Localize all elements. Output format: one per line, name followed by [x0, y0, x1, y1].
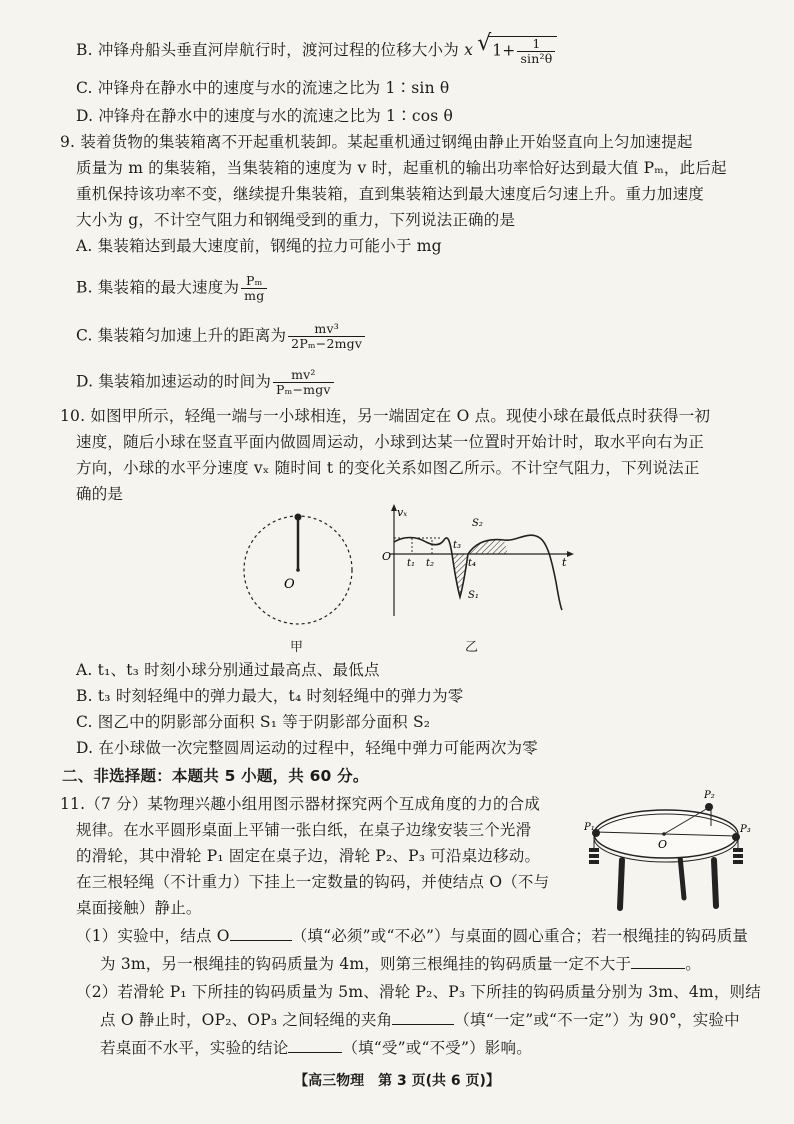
page-footer: 【高三物理 第 3 页(共 6 页)】 [294, 1073, 500, 1089]
q11-part2-text-b: 点 O 静止时，OP₂、OP₃ 之间轻绳的夹角 [100, 1011, 393, 1029]
q11-part1-line1 [76, 926, 748, 946]
q9-option-b-fraction [241, 274, 267, 303]
figure-jia-caption: 甲 [290, 640, 304, 655]
sqrt-expression [488, 36, 557, 66]
q11-part2-line3 [100, 1038, 532, 1058]
answer-blank-3[interactable] [392, 1024, 454, 1025]
fraction-denominator: 2Pₘ−2mgv [291, 336, 363, 351]
graph-label-t1: t₁ [407, 558, 416, 569]
table-leg-back [680, 856, 684, 898]
q10-option-c: C. 图乙中的阴影部分面积 S₁ 等于阴影部分面积 S₂ [76, 713, 431, 731]
weight-p1-icon [589, 854, 599, 858]
q9-option-c-fraction [288, 322, 365, 351]
q10-stem-line3: 方向，小球的水平分速度 vₓ 随时间 t 的变化关系如图乙所示。不计空气阻力，下列说法正 [76, 459, 700, 477]
graph-label-t2: t₂ [426, 558, 435, 569]
graph-label-vx: vₓ [397, 506, 408, 519]
q8-option-b [76, 36, 557, 66]
graph-label-t3: t₃ [453, 540, 462, 551]
q11-part1-text-c: 为 3m，另一根绳挂的钩码质量为 4m，则第三根绳挂的钩码质量一定不大于 [100, 955, 632, 973]
graph-label-t4: t₄ [468, 558, 477, 569]
q10-option-d: D. 在小球做一次完整圆周运动的过程中，轻绳中弹力可能两次为零 [76, 739, 538, 757]
q11-part1-line2 [100, 954, 701, 974]
graph-label-s1: S₁ [468, 590, 479, 601]
table-leg-right [714, 860, 716, 906]
fraction-denominator: sin²θ [520, 51, 553, 66]
ball-dot [295, 514, 302, 521]
figure-label-p2: P₂ [704, 790, 715, 801]
q9-stem-line1: 9. 装着货物的集装箱离不开起重机装卸。某起重机通过钢绳由静止开始竖直向上匀加速提起 [60, 133, 693, 151]
section-two-heading: 二、非选择题：本题共 5 小题，共 60 分。 [62, 767, 369, 785]
figure-label-p3: P₃ [740, 824, 751, 835]
figure-yi-caption: 乙 [465, 640, 479, 655]
fraction-numerator: mv² [273, 368, 334, 383]
weight-p3-icon [733, 854, 743, 858]
q9-option-c [76, 322, 365, 351]
pulley-p3-icon [732, 833, 740, 841]
fraction-denominator: Pₘ−mgv [276, 382, 331, 397]
q10-stem-line2: 速度，随后小球在竖直平面内做圆周运动，小球到达某一位置时开始计时，取水平向右为正 [76, 433, 705, 451]
q11-part1-text-b: （填“必须”或“不必”）与桌面的圆心重合；若一根绳挂的钩码质量 [291, 927, 749, 945]
q10-stem-line4: 确的是 [76, 485, 124, 503]
q11-part2-text-e: （填“受”或“不受”）影响。 [342, 1039, 532, 1057]
q11-stem-line5: 桌面接触）静止。 [76, 899, 202, 917]
q9-stem-line3: 重机保持该功率不变，继续提升集装箱，直到集装箱达到最大速度后匀速上升。重力加速度 [76, 185, 705, 203]
q10-stem-line1: 10. 如图甲所示，轻绳一端与一小球相连，另一端固定在 O 点。现使小球在最低点时获得一初 [60, 407, 711, 425]
fraction-denominator: mg [244, 288, 265, 303]
shaded-area-s1 [452, 554, 468, 597]
q11-stem-line2: 规律。在水平圆形桌面上平铺一张白纸，在桌子边缘安装三个光滑 [76, 821, 532, 839]
figure-label-o: O [658, 838, 668, 851]
graph-label-s2: S₂ [472, 518, 483, 529]
q11-part1-text-a: （1）实验中，结点 O [76, 927, 230, 945]
pivot-dot [296, 568, 300, 572]
q8-option-b-variable: x [464, 41, 474, 59]
figure-round-table [584, 786, 752, 912]
horizontal-axis-arrow-icon [567, 551, 574, 557]
q11-part2-text-d: 若桌面不水平，实验的结论 [100, 1039, 289, 1057]
q11-part1-text-d: 。 [685, 955, 701, 973]
weight-p1-icon [589, 848, 599, 852]
q8-option-c: C. 冲锋舟在静水中的速度与水的流速之比为 1∶sin θ [76, 79, 450, 97]
answer-blank-2[interactable] [631, 968, 685, 969]
weight-p3-icon [733, 860, 743, 864]
figure-jia-circle [240, 508, 360, 628]
q11-stem-line3: 的滑轮，其中滑轮 P₁ 固定在桌子边，滑轮 P₂、P₃ 可沿桌边移动。 [76, 847, 541, 865]
fraction-numerator: 1 [517, 37, 555, 52]
knot-o-dot [662, 832, 666, 836]
q9-stem-line2: 质量为 m 的集装箱，当集装箱的速度为 v 时，起重机的输出功率恰好达到最大值 Pₘ，此后起 [76, 159, 727, 177]
q9-option-c-text: C. 集装箱匀加速上升的距离为 [76, 326, 287, 345]
graph-label-t: t [562, 556, 567, 569]
q9-option-a: A. 集装箱达到最大速度前，钢绳的拉力可能小于 mg [76, 237, 442, 255]
q9-stem-line4: 大小为 g，不计空气阻力和钢绳受到的重力，下列说法正确的是 [76, 211, 516, 229]
q11-part2-line1: （2）若滑轮 P₁ 下所挂的钩码质量为 5m、滑轮 P₂、P₃ 下所挂的钩码质量分别为 3m、4m，则结 [76, 983, 761, 1001]
figure-label-p1: P₁ [584, 822, 595, 833]
q8-option-d: D. 冲锋舟在静水中的速度与水的流速之比为 1∶cos θ [76, 107, 454, 125]
figure-yi-graph [380, 502, 580, 622]
q8-option-b-text: B. 冲锋舟船头垂直河岸航行时，渡河过程的位移大小为 [76, 41, 459, 59]
fraction-numerator: mv³ [288, 322, 365, 337]
answer-blank-1[interactable] [230, 940, 292, 941]
pulley-p2-icon [705, 803, 713, 811]
q9-option-b [76, 274, 267, 303]
q11-part2-line2 [100, 1010, 740, 1030]
q11-stem-line1: 11.（7 分）某物理兴趣小组用图示器材探究两个互成角度的力的合成 [60, 795, 541, 813]
weight-p3-icon [733, 848, 743, 852]
answer-blank-4[interactable] [288, 1052, 342, 1053]
fraction-numerator: Pₘ [241, 274, 267, 289]
sqrt-one-plus: 1+ [492, 41, 516, 60]
q10-option-a: A. t₁、t₃ 时刻小球分别通过最高点、最低点 [76, 661, 380, 679]
q9-option-d-text: D. 集装箱加速运动的时间为 [76, 372, 272, 391]
weight-p1-icon [589, 860, 599, 864]
q9-option-d [76, 368, 334, 397]
sqrt-fraction [517, 37, 555, 66]
q11-stem-line4: 在三根轻绳（不计重力）下挂上一定数量的钩码，并使结点 O（不与 [76, 873, 550, 891]
q10-option-b: B. t₃ 时刻轻绳中的弹力最大，t₄ 时刻轻绳中的弹力为零 [76, 687, 464, 705]
q9-option-b-text: B. 集装箱的最大速度为 [76, 278, 240, 297]
q11-part2-text-c: （填“一定”或“不一定”）为 90°，实验中 [454, 1011, 740, 1029]
q9-option-d-fraction [273, 368, 334, 397]
table-leg-left [620, 860, 622, 908]
figure-jia-label-o: O [284, 577, 295, 592]
graph-label-o: O [382, 550, 392, 563]
